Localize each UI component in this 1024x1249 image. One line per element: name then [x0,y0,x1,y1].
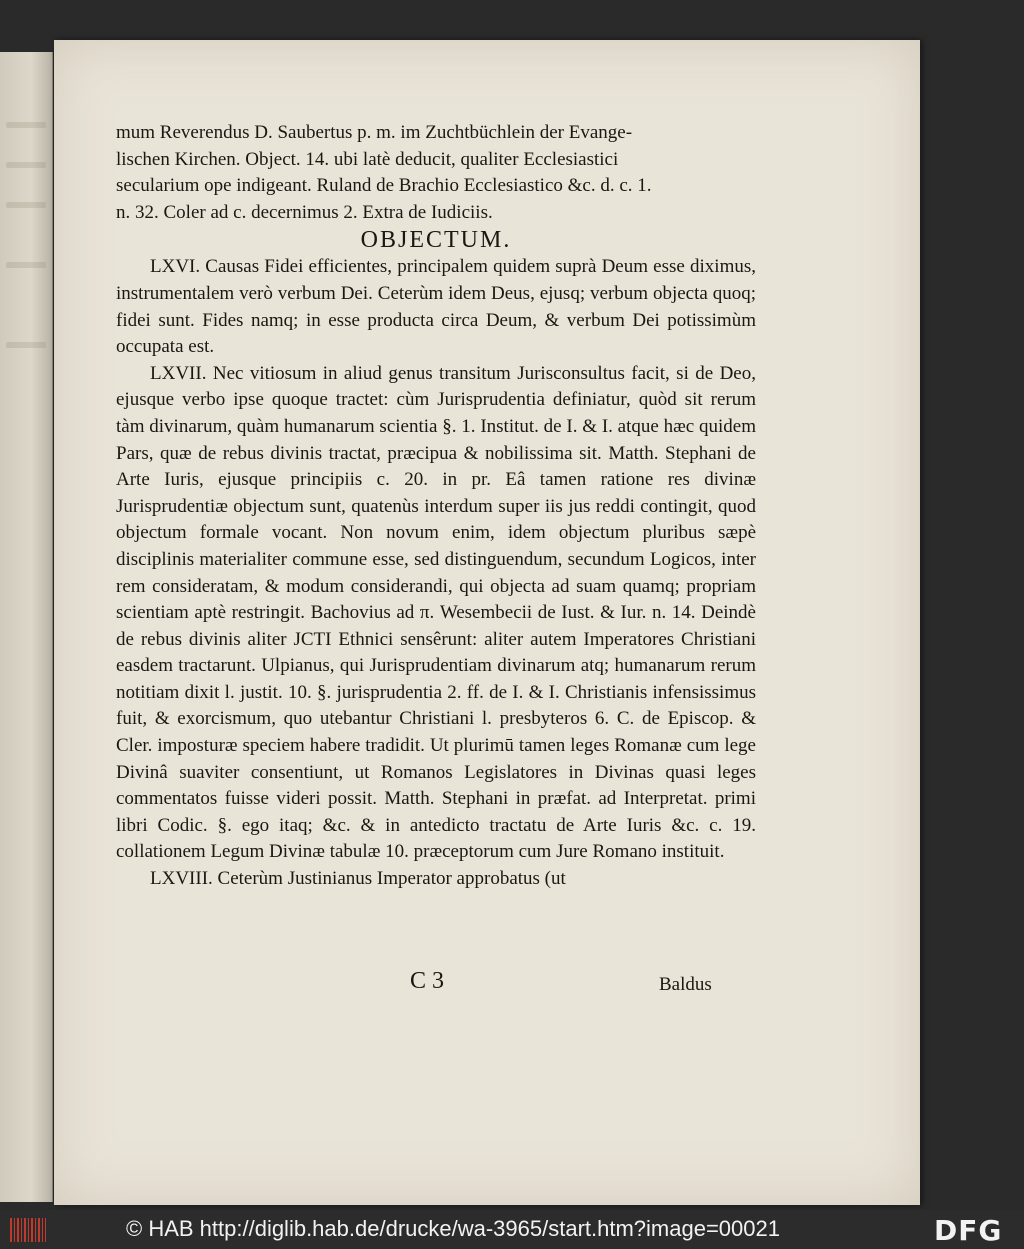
previous-page-edge [0,52,53,1202]
footer-bar [0,1210,1024,1249]
catchword: Baldus [659,974,712,995]
paragraph-lxvi: LXVI. Causas Fidei efficientes, principalem quidem suprà Deum esse diximus, instrumentalem verò verbum Dei. Ceterùm idem Deus, ejusq; verbum objecta quoq; fidei sunt. Fides namq; in esse producta circa Deum, & verbum Dei potissimùm occupata est. [116,256,756,358]
ghost-text-line [6,202,46,208]
text-line: secularium ope indigeant. Ruland de Brachio Ecclesiastico &c. d. c. 1. [116,175,652,197]
ghost-text-line [6,162,46,168]
scanned-page [54,40,920,1205]
ghost-text-line [6,122,46,128]
paragraph-lxvii: LXVII. Nec vitiosum in aliud genus transitum Jurisconsultus facit, si de Deo, ejusque verbo ipse quoque tractet: cùm Jurisprudentia definiatur, quòd sit rerum tàm divinarum, quàm humanarum scientia §. 1. Institut. de I. & I. atque hæc quidem Pars, quæ de rebus divinis tractat, præcipua & nobilissima sit. Matth. Stephani de Arte Iuris, ejusque principiis c. 20. in pr. Eâ tamen ratione res divinæ Jurisprudentiæ objectum sunt, quatenùs interdum super iis jus reddi contingit, quod objectum formale vocant. Non novum enim, idem objectum pluribus sæpè disciplinis materialiter commune esse, sed distinguendum, secundum Logicos, inter rem consideratam, & modum considerandi, qui objecta ad suam quamq; propriam scientiam aptè restringit. Bachovius ad π. Wesembecii de Iust. & Iur. n. 14. Deindè de rebus divinis aliter JCTI Ethnici sensêrunt: aliter autem Imperatores Christiani easdem tractarunt. Ulpianus, qui Jurisprudentiam divinarum atq; humanarum rerum notitiam dixit l. justit. 10. §. jurisprudentia 2. ff. de I. & I. Christianis infensissimus fuit, & exorcismum, quo utebantur Christiani l. presbyteros 6. C. de Episcop. & Cler. imposturæ speciem habere tradidit. Ut plurimū tamen leges Romanæ cum lege Divinâ suaviter consentiunt, ut Romanos Legislatores in Divinas quasi leges commentatos fuisse videri possit. Matth. Stephani in præfat. ad Interpretat. primi libri Codic. §. ego itaq; &c. & in antedicto tractatu de Arte Iuris &c. c. 19. collationem Legum Divinæ tabulæ 10. præceptorum cum Jure Romano instituit. [116,362,756,863]
text-line: n. 32. Coler ad c. decernimus 2. Extra de Iudiciis. [116,201,493,223]
ghost-text-line [6,342,46,348]
page-body [116,120,756,893]
section-heading: OBJECTUM. [360,227,512,254]
dfg-logo: DFG [934,1214,1003,1247]
signature-mark: C 3 [410,968,445,994]
ghost-text-line [6,262,46,268]
text-line: mum Reverendus D. Saubertus p. m. im Zuchtbüchlein der Evange- [116,122,633,143]
barcode-icon [10,1218,46,1242]
text-line: lischen Kirchen. Object. 14. ubi latè deducit, qualiter Ecclesiastici [116,148,619,170]
paragraph-lxviii: LXVIII. Ceterùm Justinianus Imperator approbatus (ut [150,868,566,890]
copyright-url[interactable]: © HAB http://diglib.hab.de/drucke/wa-3965/start.htm?image=00021 [126,1216,780,1241]
